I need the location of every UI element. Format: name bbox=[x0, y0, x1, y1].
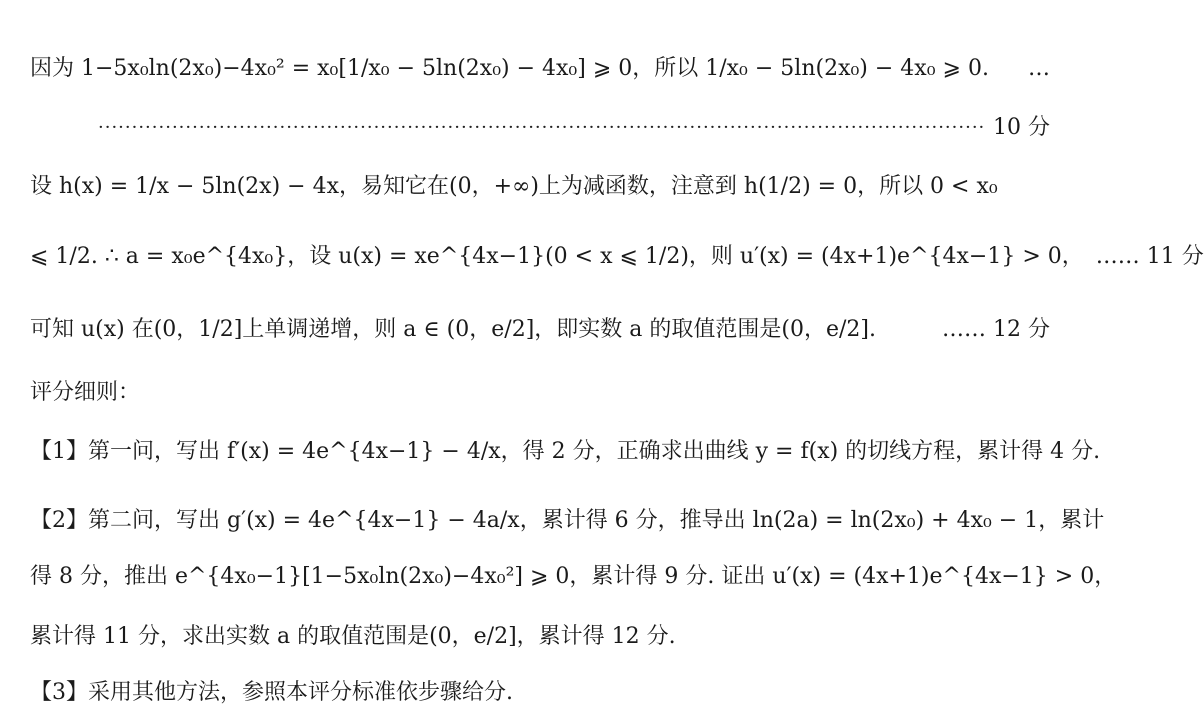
text-line-2 bbox=[92, 113, 1050, 143]
text-line-3 bbox=[30, 172, 1050, 202]
section-heading bbox=[30, 378, 1050, 408]
line-text: 因为 1−5x₀ln(2x₀)−4x₀² = x₀[1/x₀ − 5ln(2x₀) − 4x₀] ⩾ 0，所以 1/x₀ − 5ln(2x₀) − 4x₀ ⩾ 0. bbox=[30, 56, 989, 81]
line-score: 10 分 bbox=[993, 115, 1050, 140]
text-line-5 bbox=[30, 315, 1050, 345]
rule-item-1 bbox=[30, 437, 1101, 467]
text-line-1 bbox=[30, 54, 1050, 84]
line-text: 设 h(x) = 1/x − 5ln(2x) − 4x，易知它在(0，+∞)上为减函数，注意到 h(1/2) = 0，所以 0 < x₀ bbox=[30, 174, 998, 199]
line-text: ⩽ 1/2. ∴ a = x₀e^{4x₀}，设 u(x) = xe^{4x−1}(0 < x ⩽ 1/2)，则 u′(x) = (4x+1)e^{4x−1} > 0， bbox=[30, 244, 1084, 269]
text-line-4 bbox=[30, 242, 1204, 272]
line-text: 【1】第一问，写出 f′(x) = 4e^{4x−1} − 4/x，得 2 分，正确求出曲线 y = f(x) 的切线方程，累计得 4 分. bbox=[30, 439, 1101, 464]
line-text: 评分细则： bbox=[30, 380, 141, 405]
line-score: …… 11 分 bbox=[1095, 244, 1204, 269]
line-text: 得 8 分，推出 e^{4x₀−1}[1−5x₀ln(2x₀)−4x₀²] ⩾ 0，累计得 9 分. 证出 u′(x) = (4x+1)e^{4x−1} > 0， bbox=[30, 564, 1117, 589]
line-text: 可知 u(x) 在(0，1/2]上单调递增，则 a ∈ (0，e/2]，即实数 a 的取值范围是(0，e/2]. bbox=[30, 317, 876, 342]
line-text: 【2】第二问，写出 g′(x) = 4e^{4x−1} − 4a/x，累计得 6 分，推导出 ln(2a) = ln(2x₀) + 4x₀ − 1，累计 bbox=[30, 508, 1105, 533]
rule-item-3 bbox=[30, 678, 1050, 708]
line-score: …… 12 分 bbox=[942, 317, 1050, 342]
rule-item-2-cont-1 bbox=[30, 562, 1117, 592]
line-text: 【3】采用其他方法，参照本评分标准依步骤给分. bbox=[30, 680, 513, 705]
leader-dots: ···································································································································· bbox=[98, 117, 986, 138]
rule-item-2-cont-2 bbox=[30, 622, 1050, 652]
line-score: … bbox=[1028, 56, 1050, 81]
rule-item-2 bbox=[30, 506, 1105, 536]
line-text: 累计得 11 分，求出实数 a 的取值范围是(0，e/2]，累计得 12 分. bbox=[30, 624, 676, 649]
